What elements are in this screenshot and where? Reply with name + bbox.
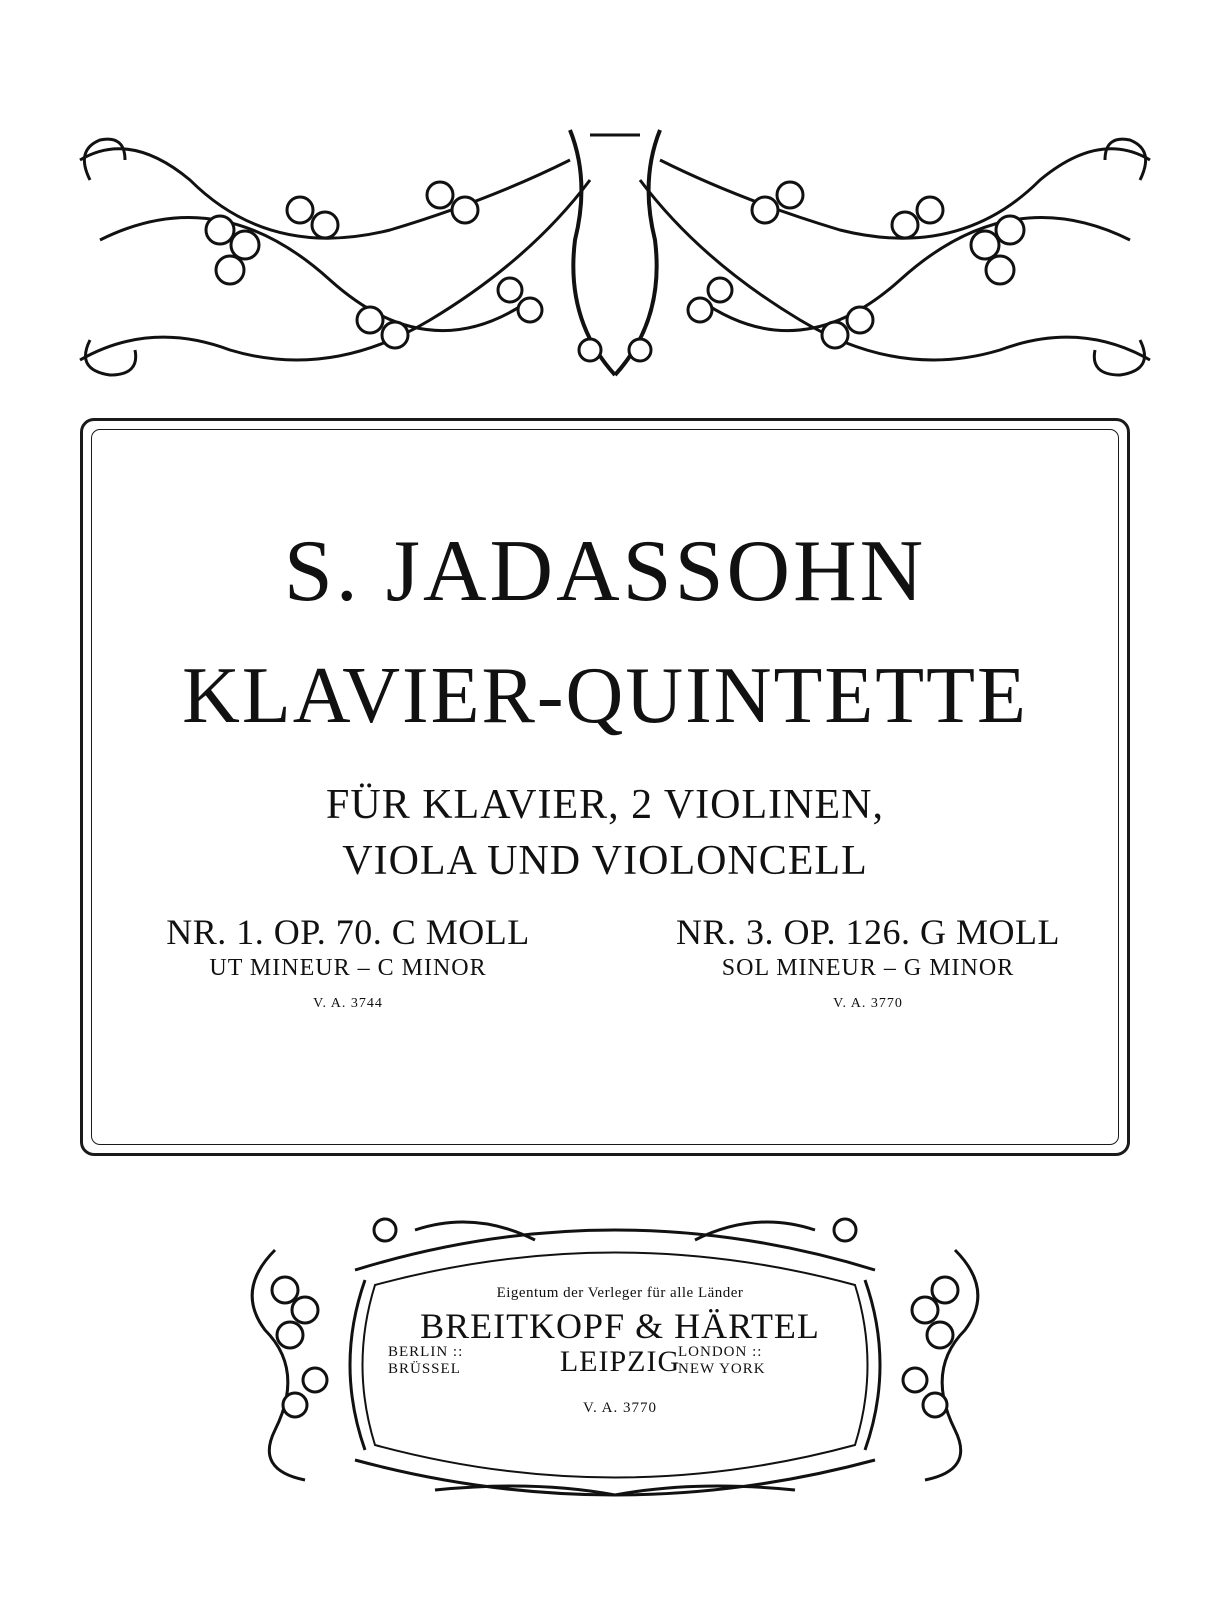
publisher-name: BREITKOPF & HÄRTEL — [420, 1306, 820, 1346]
composer-name: S. JADASSOHN — [283, 523, 927, 620]
work-title: KLAVIER-QUINTETTE — [182, 652, 1028, 740]
work-number: NR. 1. OP. 70. C MOLL — [166, 912, 530, 952]
top-ornament-icon — [70, 120, 1160, 385]
title-frame — [80, 418, 1130, 1156]
edition-number: V. A. 3770 — [833, 996, 903, 1011]
work-entry-2 — [648, 911, 1088, 1012]
city-new-york: NEW YORK — [678, 1361, 766, 1377]
city-bruessel: BRÜSSEL — [388, 1361, 461, 1377]
cities-left — [388, 1344, 463, 1378]
city-berlin: BERLIN :: — [388, 1344, 464, 1360]
cities-right — [678, 1344, 766, 1378]
work-key: SOL MINEUR – G MINOR — [721, 955, 1015, 981]
work-entry-1 — [128, 911, 568, 1012]
work-key: UT MINEUR – C MINOR — [209, 955, 487, 981]
publisher-city: LEIPZIG — [559, 1345, 681, 1378]
work-number: NR. 3. OP. 126. G MOLL — [675, 912, 1061, 952]
edition-number: V. A. 3744 — [313, 996, 383, 1011]
property-note: Eigentum der Verleger für alle Länder — [496, 1285, 744, 1301]
imprint-edition-number: V. A. 3770 — [583, 1400, 657, 1416]
city-london: LONDON :: — [678, 1344, 763, 1360]
instrumentation-line-1: FÜR KLAVIER, 2 VIOLINEN, — [326, 782, 884, 828]
instrumentation-line-2: VIOLA UND VIOLONCELL — [342, 838, 868, 884]
